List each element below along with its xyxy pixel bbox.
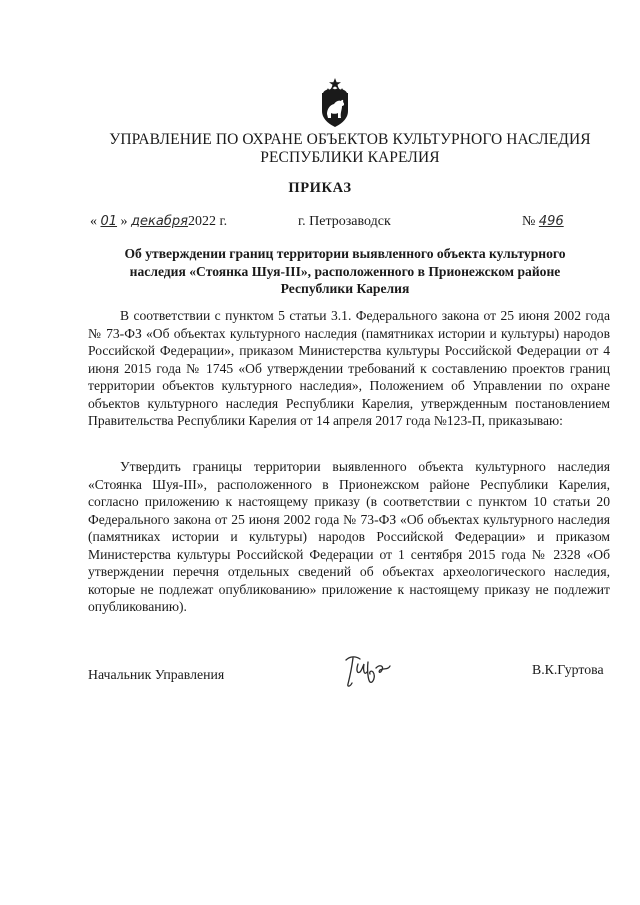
handwritten-signature-icon: [340, 650, 396, 690]
karelia-coat-of-arms-icon: [318, 78, 352, 128]
number-value: 496: [538, 214, 564, 229]
organization-name-line2: РЕСПУБЛИКИ КАРЕЛИЯ: [260, 149, 440, 166]
signatory-name: В.К.Гуртова: [532, 662, 604, 677]
date-close-quote: »: [120, 214, 128, 229]
body-paragraph-1: В соответствии с пунктом 5 статьи 3.1. Федерального закона от 25 июня 2002 года № 73-ФЗ «Об объектах культурного наследия (памятниках истории и культуры) народов Российской Федерации», приказом Министерства культуры Российской Федерации от 4 июня 2015 года № 1745 «Об утверждении требований к составлению проектов границ территории объектов культурного наследия», Положением об Управлении по охране объектов культурного наследия Республики Карелия, утвержденным постановлением Правительства Республики Карелия от 14 апреля 2017 года №123-П, приказываю:: [88, 308, 610, 428]
document-subject: [120, 245, 570, 298]
document-number: [522, 214, 564, 230]
document-date: [90, 214, 227, 230]
date-month: декабря: [131, 214, 188, 229]
document-type-title: ПРИКАЗ: [288, 180, 352, 196]
subject-line1: Об утверждении границ территории выявленного объекта культурного: [124, 246, 566, 261]
number-label: №: [522, 214, 536, 229]
date-day: 01: [100, 214, 118, 229]
subject-line2: наследия «Стоянка Шуя-III», расположенного в Прионежском районе: [129, 263, 561, 279]
signatory-title: Начальник Управления: [88, 667, 225, 682]
document-city: г. Петрозаводск: [298, 214, 391, 229]
date-year: 2022 г.: [187, 214, 228, 229]
subject-line3: Республики Карелия: [280, 281, 410, 296]
date-open-quote: «: [90, 214, 97, 229]
body-paragraph-2: Утвердить границы территории выявленного объекта культурного наследия «Стоянка Шуя-III», расположенного в Прионежском районе Республики Карелия, согласно приложению к настоящему приказу (в соответствии с пунктом 10 статьи 20 Федерального закона от 25 июня 2002 года № 73-ФЗ «Об объектах культурного наследия (памятниках истории и культуры) народов Российской Федерации» и приказом Министерства культуры Российской Федерации от 1 сентября 2015 года № 2328 «Об утверждении перечня отдельных сведений об объектах археологического наследия, которые не подлежат опубликованию» приложение к настоящему приказу не подлежит опубликованию).: [88, 459, 610, 614]
organization-name-line1: УПРАВЛЕНИЕ ПО ОХРАНЕ ОБЪЕКТОВ КУЛЬТУРНОГО НАСЛЕДИЯ: [109, 131, 591, 148]
